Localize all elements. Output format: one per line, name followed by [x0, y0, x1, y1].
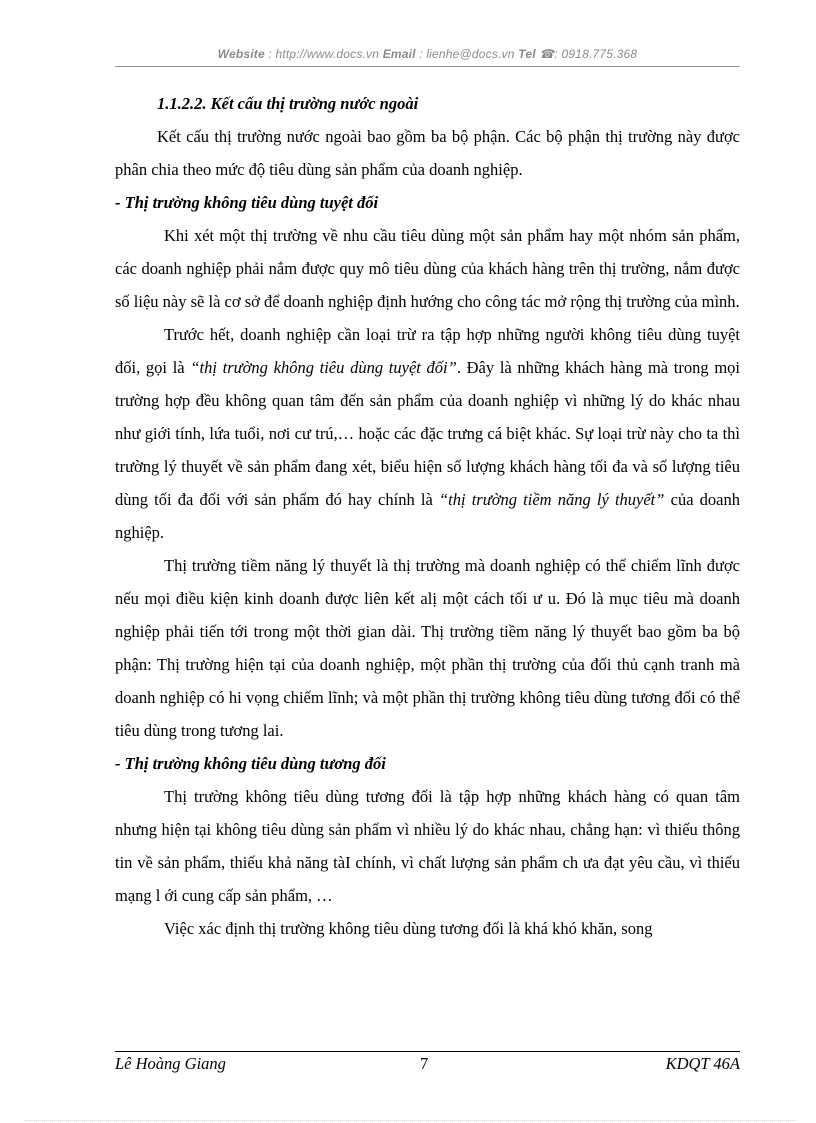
footer-class-code: KDQT 46A: [665, 1054, 740, 1073]
section-title: 1.1.2.2. Kết cấu thị trường nước ngoài: [157, 94, 419, 113]
paragraph-exclusion: [115, 318, 740, 549]
tel-value: ☎: 0918.775.368: [539, 47, 638, 61]
paragraph-intro: Kết cấu thị trường nước ngoài bao gồm ba bộ phận. Các bộ phận thị trường này được phân chia theo mức độ tiêu dùng sản phẩm của doanh nghiệp.: [115, 127, 740, 179]
page-body: [115, 87, 740, 945]
page-bottom-border: [25, 1120, 795, 1121]
footer-divider: [115, 1051, 740, 1052]
term-theoretical-potential-market: “thị trường tiềm năng lý thuyết”: [438, 490, 665, 509]
page-header: [115, 47, 740, 61]
paragraph-exclusion-part-1: Trước hết, doanh nghiệp cần loại trừ ra tập hợp những người không tiêu dùng tuyệt đối, gọi là: [115, 325, 740, 377]
paragraph-relative-difficulty: Việc xác định thị trường không tiêu dùng tương đối là khá khó khăn, song: [164, 919, 653, 938]
term-absolute-non-consumption: “thị trường không tiêu dùng tuyệt đối”: [190, 358, 457, 377]
paragraph-theoretical-market: Thị trường tiềm năng lý thuyết là thị trường mà doanh nghiệp có thể chiếm lĩnh được nếu mọi điều kiện kinh doanh được liên kết alị một cách tối ư u. Đó là mục tiêu mà doanh nghiệp phải tiến tới trong một thời gian dài. Thị trường tiềm năng lý thuyết bao gồm ba bộ phận: Thị trường hiện tại của doanh nghiệp, một phần thị trường của đối thủ cạnh tranh mà doanh nghiệp có hi vọng chiếm lĩnh; và một phần thị trường không tiêu dùng tương đối có thể tiêu dùng trong tương lai.: [115, 556, 740, 740]
tel-label: Tel: [518, 47, 536, 61]
website-value[interactable]: : http://www.docs.vn: [268, 47, 380, 61]
email-value[interactable]: : lienhe@docs.vn: [419, 47, 515, 61]
website-label: Website: [217, 47, 265, 61]
subheading-absolute-non-consumption: - Thị trường không tiêu dùng tuyệt đối: [115, 193, 379, 212]
paragraph-market-scale: Khi xét một thị trường về nhu cầu tiêu dùng một sản phẩm hay một nhóm sản phẩm, các doanh nghiệp phải nắm được quy mô tiêu dùng của khách hàng trên thị trường, nắm được số liệu này sẽ là cơ sở để doanh nghiệp định hướng cho công tác mở rộng thị trường của mình.: [115, 226, 740, 311]
header-divider: [115, 66, 740, 67]
email-label: Email: [382, 47, 416, 61]
page-number: 7: [420, 1054, 429, 1073]
paragraph-relative-definition: Thị trường không tiêu dùng tương đối là tập hợp những khách hàng có quan tâm nhưng hiện tại không tiêu dùng sản phẩm vì nhiều lý do khác nhau, chẳng hạn: vì thiếu thông tin về sản phẩm, thiếu khả năng tàI chính, vì chất lượng sản phẩm ch ưa đạt yêu cầu, vì thiếu mạng l ới cung cấp sản phẩm, …: [115, 787, 740, 905]
footer-author: Lê Hoàng Giang: [115, 1054, 226, 1073]
paragraph-exclusion-part-2: . Đây là những khách hàng mà trong mọi trường hợp đều không quan tâm đến sản phẩm của doanh nghiệp vì những lý do khác nhau như giới tính, lứa tuổi, nơi cư trú,… hoặc các đặc trưng cá biệt khác. Sự loại trừ này cho ta thì trường lý thuyết về sản phẩm đang xét, biểu hiện số lượng khách hàng tối đa và số lượng tiêu dùng tối đa đối với sản phẩm đó hay chính là: [115, 358, 740, 509]
subheading-relative-non-consumption: - Thị trường không tiêu dùng tương đối: [115, 754, 386, 773]
paragraph-exclusion-part-3: của doanh nghiệp.: [115, 490, 741, 542]
